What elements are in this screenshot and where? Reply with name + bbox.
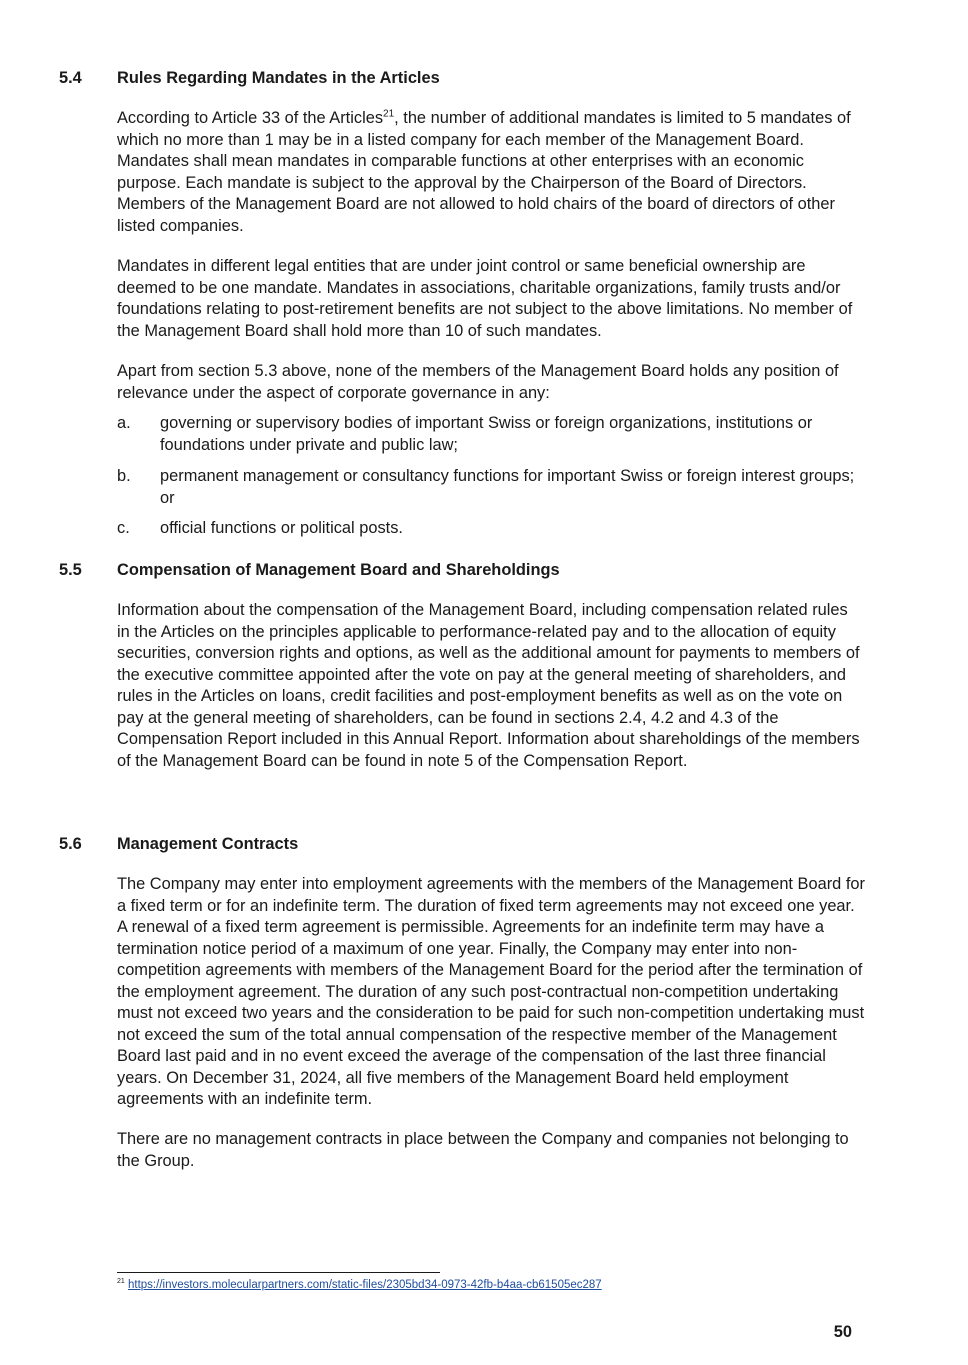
paragraph-employment-agreements: The Company may enter into employment agreements with the members of the Management Board for a fixed term or for an indefinite term. The duration of fixed term agreements may not exceed one year. A renewal of a fixed term agreement is permissible. Agreements for an indefinite term may have a termination notice period of a maximum of one year. Finally, the Company may enter into non-competition agreements with members of the Management Board for the period after the termination of the employment agreement. The duration of any such post-contractual non-competition undertaking must not exceed two years and the consideration to be paid for such non-competition undertaking must not exceed the sum of the total annual compensation of the respective member of the Management Board last paid and in no event exceed the average of the compensation of the last three financial years. On December 31, 2024, all five members of the Management Board held employment agreements with an indefinite term. <box>117 875 865 1108</box>
footnote-number: 21 <box>117 1278 125 1286</box>
section-heading-5-4 <box>59 67 440 89</box>
footnote-reference[interactable]: 21 <box>383 108 395 120</box>
paragraph-text: , the number of additional mandates is limited to 5 mandates of which no more than 1 may be in a listed company for each member of the Management Board. Mandates shall mean mandates in comparable functions at other enterprises with an economic purpose. Each mandate is subject to the approval by the Chairperson of the Board of Directors. Members of the Management Board are not allowed to hold chairs of the board of directors of other listed companies. <box>117 109 851 235</box>
section-heading-5-6 <box>59 833 298 855</box>
paragraph-text: According to Article 33 of the Articles <box>117 109 384 127</box>
paragraph-no-positions: Apart from section 5.3 above, none of the members of the Management Board holds any position of relevance under the aspect of corporate governance in any: <box>117 362 839 402</box>
section-title: Management Contracts <box>117 835 299 853</box>
list-item <box>117 413 865 456</box>
list-marker: c. <box>117 519 130 537</box>
section-heading-5-5 <box>59 559 560 581</box>
section-title: Rules Regarding Mandates in the Articles <box>117 69 440 87</box>
list-marker: a. <box>117 414 131 432</box>
paragraph-joint-control: Mandates in different legal entities that are under joint control or same beneficial ownership are deemed to be one mandate. Mandates in associations, charitable organizations, family trusts and/or foundations relating to post-retirement benefits are not subject to the above limitations. No member of the Management Board shall hold more than 10 of such mandates. <box>117 257 853 340</box>
list-marker: b. <box>117 467 131 485</box>
list-item <box>117 466 865 509</box>
footnote <box>117 1278 602 1292</box>
list-item-text: permanent management or consultancy functions for important Swiss or foreign interest groups; or <box>160 467 855 507</box>
section-number: 5.6 <box>59 835 82 853</box>
paragraph-compensation: Information about the compensation of the Management Board, including compensation related rules in the Articles on the principles applicable to performance-related pay and to the allocation of equity securities, conversion rights and options, as well as the additional amount for payments to members of the executive committee appointed after the vote on pay at the general meeting of shareholders, and rules in the Articles on loans, credit facilities and post-employment benefits as well as on the vote on pay at the general meeting of shareholders, can be found in sections 2.4, 4.2 and 4.3 of the Compensation Report included in this Annual Report. Information about shareholdings of the members of the Management Board can be found in note 5 of the Compensation Report. <box>117 601 860 770</box>
section-title: Compensation of Management Board and Shareholdings <box>117 561 560 579</box>
footnote-separator <box>117 1272 440 1273</box>
list-item-text: official functions or political posts. <box>160 519 403 537</box>
page-number: 50 <box>833 1323 852 1341</box>
list-item-text: governing or supervisory bodies of important Swiss or foreign organizations, institutions or foundations under private and public law; <box>160 414 813 454</box>
section-number: 5.4 <box>59 69 82 87</box>
footnote-link[interactable]: https://investors.molecularpartners.com/static-files/2305bd34-0973-42fb-b4aa-cb61505ec287 <box>128 1279 602 1291</box>
paragraph-mandates-limit <box>117 108 865 237</box>
section-number: 5.5 <box>59 561 82 579</box>
paragraph-no-management-contracts: There are no management contracts in place between the Company and companies not belonging to the Group. <box>117 1130 849 1170</box>
list-item <box>117 518 865 540</box>
